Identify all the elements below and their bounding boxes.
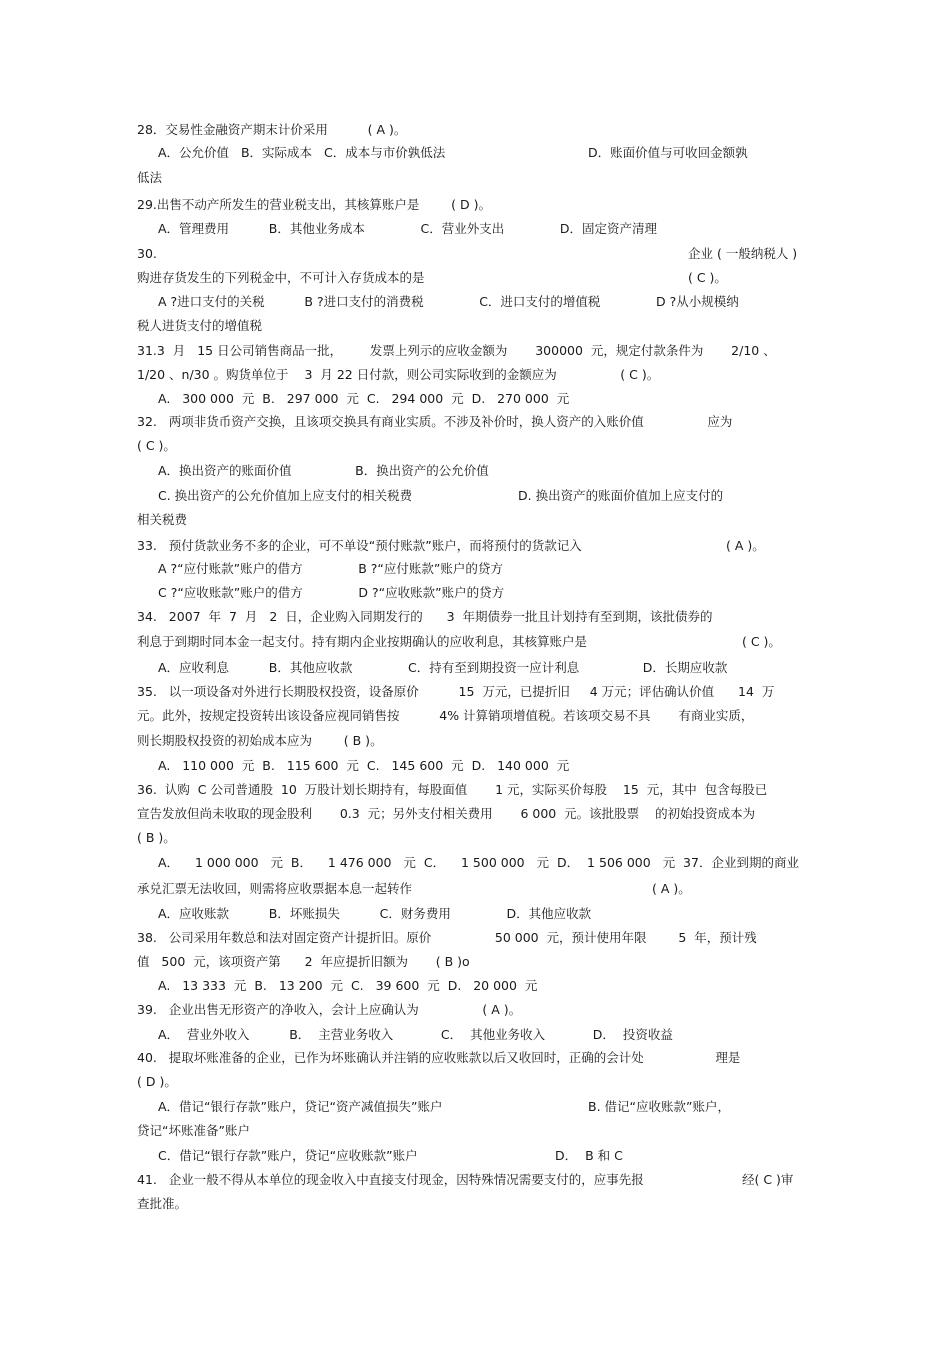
q32-options-ab: A．换出资产的账面价值 B．换出资产的公允价值 bbox=[158, 463, 489, 478]
q41-text-end: 查批准。 bbox=[137, 1196, 188, 1211]
q29-options: A．管理费用 B．其他业务成本 C．营业外支出 D．固定资产清理 bbox=[158, 221, 657, 236]
q40-option-c: C．借记“银行存款”账户，贷记“应收账款”账户 bbox=[158, 1148, 418, 1163]
q33-options-cd: C ?“应收账款”账户的借方 D ?“应收账款”账户的贷方 bbox=[158, 585, 505, 600]
q39-options: A． 营业外收入 B． 主营业务收入 C． 其他业务收入 D． 投资收益 bbox=[158, 1027, 673, 1042]
q33-text: 33. 预付货款业务不多的企业，可不单设“预付账款”账户，而将预付的货款记入 bbox=[137, 538, 582, 553]
q38-text: 38. 公司采用年数总和法对固定资产计提折旧。原价 50 000 元，预计使用年限 5 年，预计残 bbox=[137, 930, 757, 945]
q32-option-d-cont: 相关税费 bbox=[137, 512, 188, 527]
q38-text-cont: 值 500 元，该项资产第 2 年应提折旧额为 ( B )o bbox=[137, 954, 470, 969]
q32-option-d: D. 换出资产的账面价值加上应支付的 bbox=[518, 488, 724, 503]
q33-answer: ( A )。 bbox=[726, 538, 765, 553]
q36-options-q37-start: A． 1 000 000 元 B． 1 476 000 元 C． 1 500 000 元 D． 1 506 000 元 37．企业到期的商业 bbox=[158, 855, 799, 870]
q30-options-cont: 税人进货支付的增值税 bbox=[137, 318, 263, 333]
q40-answer: ( D )。 bbox=[137, 1074, 177, 1089]
q28-option-d-cont: 低法 bbox=[137, 170, 163, 185]
q39-text: 39. 企业出售无形资产的净收入，会计上应确认为 ( A )。 bbox=[137, 1002, 522, 1017]
q35-text-cont: 元。此外，按规定投资转出该设备应视同销售按 4% 计算销项增值税。若该项交易不具 有商业实质， bbox=[137, 708, 754, 723]
q36-text: 36. 认购 C 公司普通股 10 万股计划长期持有，每股面值 1 元，实际买价每股 15 元，其中 包含每股已 bbox=[137, 782, 768, 797]
q32-text: 32. 两项非货币资产交换，且该项交换具有商业实质。不涉及补价时，换人资产的入账价值 应为 bbox=[137, 414, 733, 429]
q35-options: A. 110 000 元 B. 115 600 元 C. 145 600 元 D. 140 000 元 bbox=[158, 758, 570, 773]
q30-number: 30. bbox=[137, 246, 157, 261]
q32-answer: ( C )。 bbox=[137, 438, 176, 453]
q28-option-d: D．账面价值与可收回金额孰 bbox=[588, 145, 748, 160]
q34-options: A．应收利息 B．其他应收款 C．持有至到期投资一应计利息 D．长期应收款 bbox=[158, 660, 728, 675]
q35-text-end: 则长期股权投资的初始成本应为 ( B )。 bbox=[137, 733, 383, 748]
q29-text: 29.出售不动产所发生的营业税支出，其核算账户是 ( D )。 bbox=[137, 197, 491, 212]
q31-text-cont: 1/20 、n/30 。购货单位于 3 月 22 日付款，则公司实际收到的金额应为 ( C )。 bbox=[137, 367, 660, 382]
q30-options: A ?进口支付的关税 B ?进口支付的消费税 C．进口支付的增值税 D ?从小规模纳 bbox=[158, 294, 739, 309]
q40-option-d: D． B 和 C bbox=[555, 1148, 623, 1163]
q37-answer: ( A )。 bbox=[652, 881, 691, 896]
q35-text: 35. 以一项设备对外进行长期股权投资，设备原价 15 万元，已提折旧 4 万元；评估确认价值 14 万 bbox=[137, 684, 775, 699]
q37-options: A．应收账款 B．坏账损失 C．财务费用 D．其他应收款 bbox=[158, 906, 592, 921]
q34-text: 34. 2007 年 7 月 2 日，企业购入同期发行的 3 年期债券一批且计划持有至到期，该批债券的 bbox=[137, 609, 713, 624]
q30-text-right: 企业 ( 一般纳税人 ) bbox=[688, 246, 798, 261]
q33-options-ab: A ?“应付账款”账户的借方 B ?“应付账款”账户的贷方 bbox=[158, 561, 503, 576]
q34-answer: ( C )。 bbox=[742, 634, 781, 649]
q31-options: A. 300 000 元 B. 297 000 元 C. 294 000 元 D. 270 000 元 bbox=[158, 391, 570, 406]
q41-text: 41. 企业一般不得从本单位的现金收入中直接支付现金，因特殊情况需要支付的，应事先报 bbox=[137, 1172, 644, 1187]
q37-text: 承兑汇票无法收回，则需将应收票据本息一起转作 bbox=[137, 881, 413, 896]
q40-option-b-cont: 贷记“坏账准备”账户 bbox=[137, 1123, 250, 1138]
q31-text: 31.3 月 15 日公司销售商品一批， 发票上列示的应收金额为 300000 元，规定付款条件为 2/10 、 bbox=[137, 343, 776, 358]
q36-text-cont: 宣告发放但尚未收取的现金股利 0.3 元；另外支付相关费用 6 000 元。该批股票 的初始投资成本为 bbox=[137, 806, 756, 821]
q28-text: 28．交易性金融资产期末计价采用 ( A )。 bbox=[137, 122, 407, 137]
q28-options: A．公允价值 B．实际成本 C．成本与市价孰低法 bbox=[158, 145, 446, 160]
q30-text: 购进存货发生的下列税金中，不可计入存货成本的是 bbox=[137, 270, 425, 285]
q32-option-c: C. 换出资产的公允价值加上应支付的相关税费 bbox=[158, 488, 413, 503]
q40-option-a: A．借记“银行存款”账户，贷记“资产减值损失”账户 bbox=[158, 1099, 443, 1114]
q36-answer: ( B )。 bbox=[137, 830, 176, 845]
q40-option-b: B. 借记“应收账款”账户， bbox=[588, 1099, 730, 1114]
q30-answer: ( C )。 bbox=[688, 270, 727, 285]
q40-text: 40. 提取坏账准备的企业，已作为坏账确认并注销的应收账款以后又收回时，正确的会计处 理是 bbox=[137, 1050, 741, 1065]
q41-text-right: 经( C )审 bbox=[742, 1172, 794, 1187]
q38-options: A. 13 333 元 B. 13 200 元 C. 39 600 元 D. 20 000 元 bbox=[158, 978, 538, 993]
q34-text-cont: 利息于到期时同本金一起支付。持有期内企业按期确认的应收利息，其核算账户是 bbox=[137, 634, 588, 649]
